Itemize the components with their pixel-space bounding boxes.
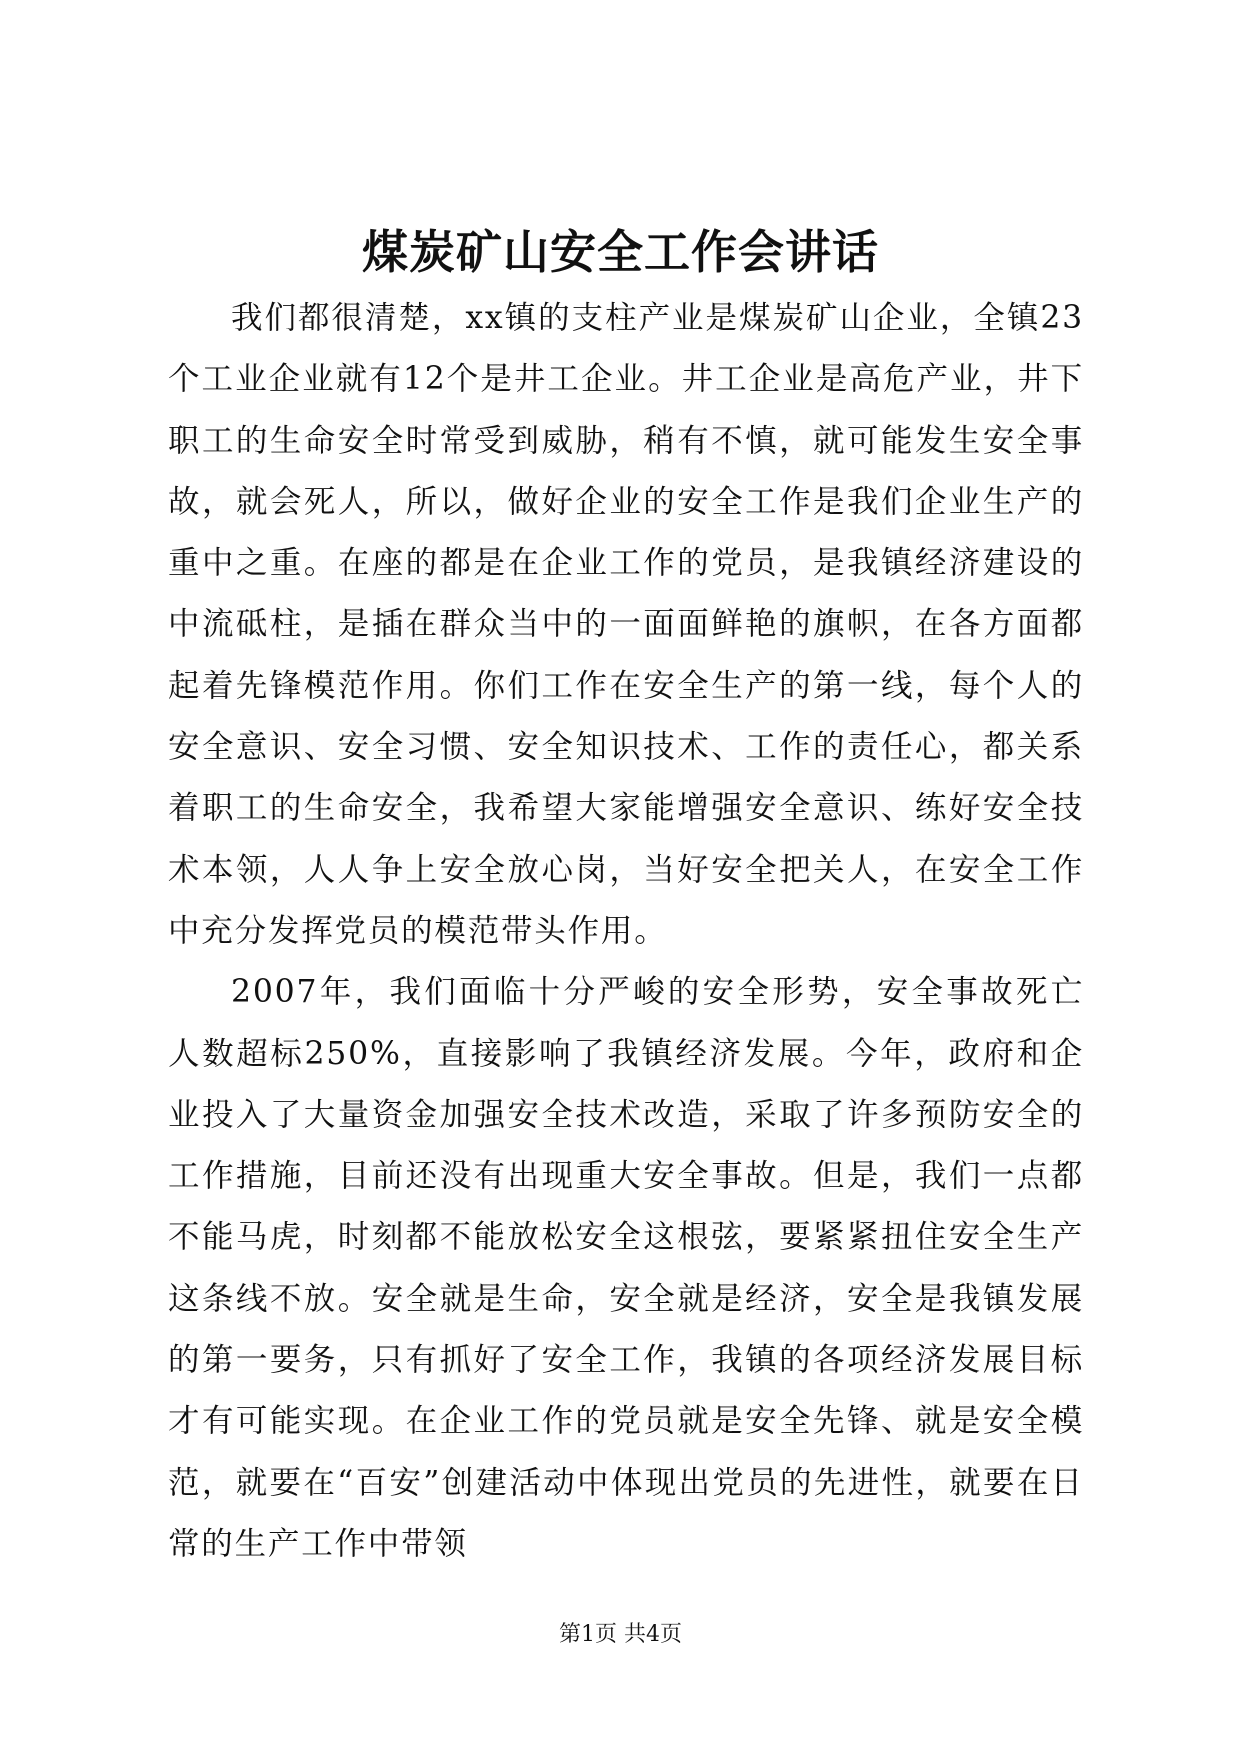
document-title: 煤炭矿山安全工作会讲话 xyxy=(362,225,879,279)
document-body xyxy=(168,288,1084,1575)
paragraph-1: 我们都很清楚，xx镇的支柱产业是煤炭矿山企业，全镇23个工业企业就有12个是井工企业。井工企业是高危产业，井下职工的生命安全时常受到威胁，稍有不慎，就可能发生安全事故，就会死人，所以，做好企业的安全工作是我们企业生产的重中之重。在座的都是在企业工作的党员，是我镇经济建设的中流砥柱，是插在群众当中的一面面鲜艳的旗帜，在各方面都起着先锋模范作用。你们工作在安全生产的第一线，每个人的安全意识、安全习惯、安全知识技术、工作的责任心，都关系着职工的生命安全，我希望大家能增强安全意识、练好安全技术本领，人人争上安全放心岗，当好安全把关人，在安全工作中充分发挥党员的模范带头作用。 xyxy=(168,300,1084,949)
page-number: 第1页 共4页 xyxy=(559,1622,682,1647)
paragraph-2: 2007年，我们面临十分严峻的安全形势，安全事故死亡人数超标250%，直接影响了我镇经济发展。今年，政府和企业投入了大量资金加强安全技术改造，采取了许多预防安全的工作措施，目前还没有出现重大安全事故。但是，我们一点都不能马虎，时刻都不能放松安全这根弦，要紧紧扭住安全生产这条线不放。安全就是生命，安全就是经济，安全是我镇发展的第一要务，只有抓好了安全工作，我镇的各项经济发展目标才有可能实现。在企业工作的党员就是安全先锋、就是安全模范，就要在“百安”创建活动中体现出党员的先进性，就要在日常的生产工作中带领 xyxy=(168,974,1084,1562)
